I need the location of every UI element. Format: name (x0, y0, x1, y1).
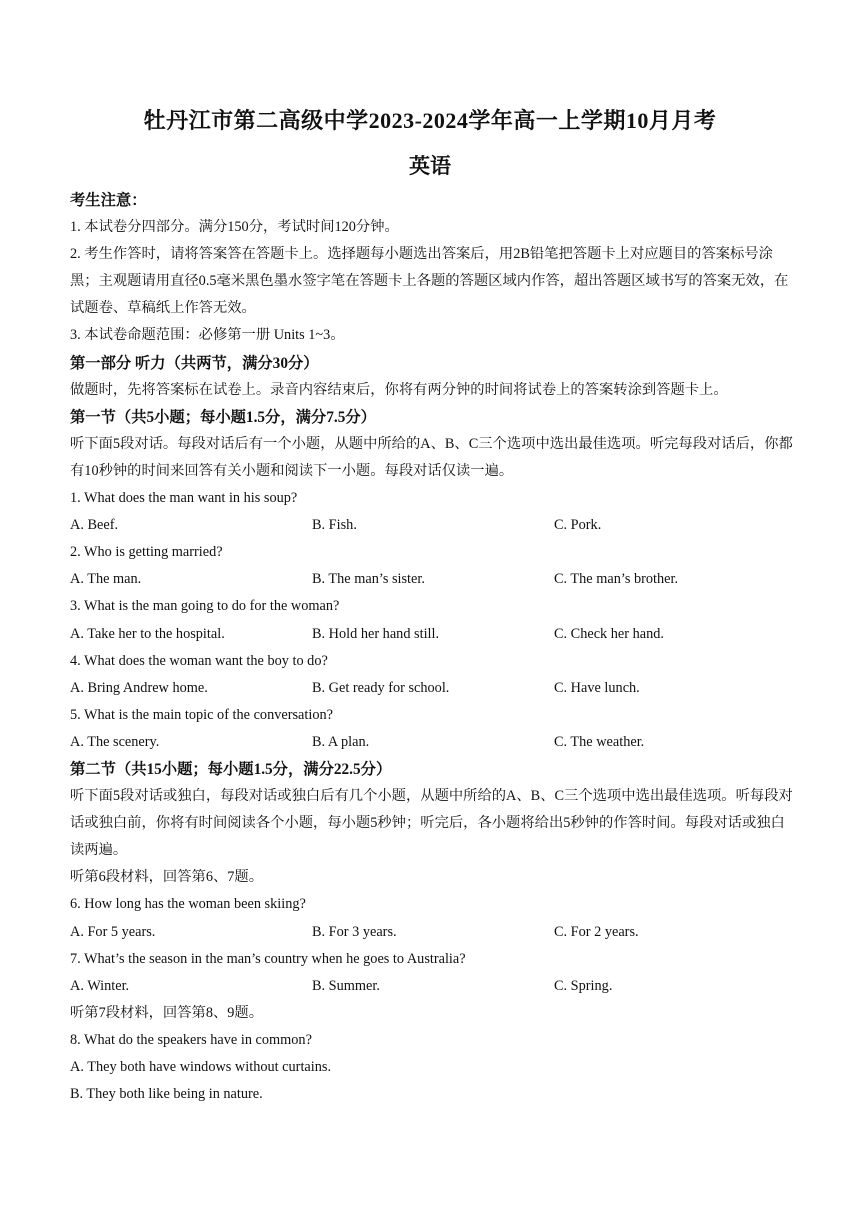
notice-item-3: 3. 本试卷命题范围：必修第一册 Units 1~3。 (70, 327, 345, 344)
question-text: 8. What do the speakers have in common? (70, 1031, 312, 1048)
material-7-label: 听第7段材料，回答第8、9题。 (70, 1004, 264, 1021)
question-block-1 (70, 485, 794, 539)
exam-subject: 英语 (409, 154, 451, 178)
section2-heading: 第二节（共15小题；每小题1.5分，满分22.5分） (70, 760, 392, 778)
option-a: A. The man. (70, 571, 142, 588)
exam-content (70, 187, 794, 1108)
question-block-7 (70, 946, 794, 1000)
option-b: B. Fish. (312, 517, 357, 534)
options-row (70, 675, 794, 702)
option-b: B. A plan. (312, 733, 370, 750)
option-a: A. Winter. (70, 977, 130, 994)
part1-instruction: 做题时，先将答案标在试卷上。录音内容结束后，你将有两分钟的时间将试卷上的答案转涂到答题卡上。 (70, 381, 728, 398)
part1-heading: 第一部分 听力（共两节，满分30分） (70, 354, 319, 372)
options-row (70, 973, 794, 1000)
notice-heading: 考生注意： (70, 192, 147, 209)
option-c: C. The man’s brother. (554, 571, 679, 588)
question-text: 2. Who is getting married? (70, 544, 223, 561)
question-text: 7. What’s the season in the man’s country when he goes to Australia? (70, 950, 466, 967)
question-block-4 (70, 648, 794, 702)
question-text: 5. What is the main topic of the conversation? (70, 706, 333, 723)
options-row (70, 512, 794, 539)
notice-item-1: 1. 本试卷分四部分。满分150分，考试时间120分钟。 (70, 219, 399, 236)
option-a: A. For 5 years. (70, 923, 156, 940)
options-row (70, 566, 794, 593)
option-b: B. The man’s sister. (312, 571, 425, 588)
material-6-label: 听第6段材料，回答第6、7题。 (70, 869, 264, 886)
option-a: A. The scenery. (70, 733, 160, 750)
question-text: 1. What does the man want in his soup? (70, 490, 298, 507)
option-c: C. For 2 years. (554, 923, 639, 940)
section2-instruction: 听下面5段对话或独白，每段对话或独白后有几个小题，从题中所给的A、B、C三个选项中选出最佳选项。听每段对话或独白前，你将有时间阅读各个小题，每小题5秒钟；听完后，各小题将给出5秒钟的作答时间。每段对话或独白读两遍。 (70, 788, 793, 859)
question-text: 4. What does the woman want the boy to do? (70, 652, 328, 669)
section1-instruction: 听下面5段对话。每段对话后有一个小题，从题中所给的A、B、C三个选项中选出最佳选项。听完每段对话后，你都有10秒钟的时间来回答有关小题和阅读下一小题。每段对话仅读一遍。 (70, 435, 793, 479)
question-block-5 (70, 702, 794, 756)
option-b: B. For 3 years. (312, 923, 397, 940)
options-row (70, 621, 794, 648)
options-row (70, 729, 794, 756)
option-a: A. Bring Andrew home. (70, 679, 208, 696)
option-a: A. Take her to the hospital. (70, 625, 225, 642)
question-block-2 (70, 539, 794, 593)
question-block-8 (70, 1027, 794, 1108)
option-c: C. Have lunch. (554, 679, 640, 696)
option-a: A. Beef. (70, 517, 119, 534)
option-c: C. The weather. (554, 733, 645, 750)
option-b: B. They both like being in nature. (70, 1086, 263, 1103)
question-block-3 (70, 593, 794, 647)
option-c: C. Pork. (554, 517, 602, 534)
exam-title: 牡丹江市第二高级中学2023-2024学年高一上学期10月月考 (143, 108, 717, 133)
question-text: 6. How long has the woman been skiing? (70, 896, 306, 913)
section1-heading: 第一节（共5小题；每小题1.5分，满分7.5分） (70, 408, 376, 426)
option-c: C. Check her hand. (554, 625, 664, 642)
question-text: 3. What is the man going to do for the woman? (70, 598, 340, 615)
option-b: B. Hold her hand still. (312, 625, 440, 642)
notice-item-2: 2. 考生作答时，请将答案答在答题卡上。选择题每小题选出答案后，用2B铅笔把答题卡上对应题目的答案标号涂黑；主观题请用直径0.5毫米黑色墨水签字笔在答题卡上各题的答题区域内作答，超出答题区域书写的答案无效，在试题卷、草稿纸上作答无效。 (70, 246, 789, 317)
option-a: A. They both have windows without curtains. (70, 1059, 332, 1075)
option-b: B. Get ready for school. (312, 679, 450, 696)
option-b: B. Summer. (312, 977, 380, 994)
option-c: C. Spring. (554, 977, 613, 994)
options-row (70, 919, 794, 946)
question-block-6 (70, 891, 794, 945)
